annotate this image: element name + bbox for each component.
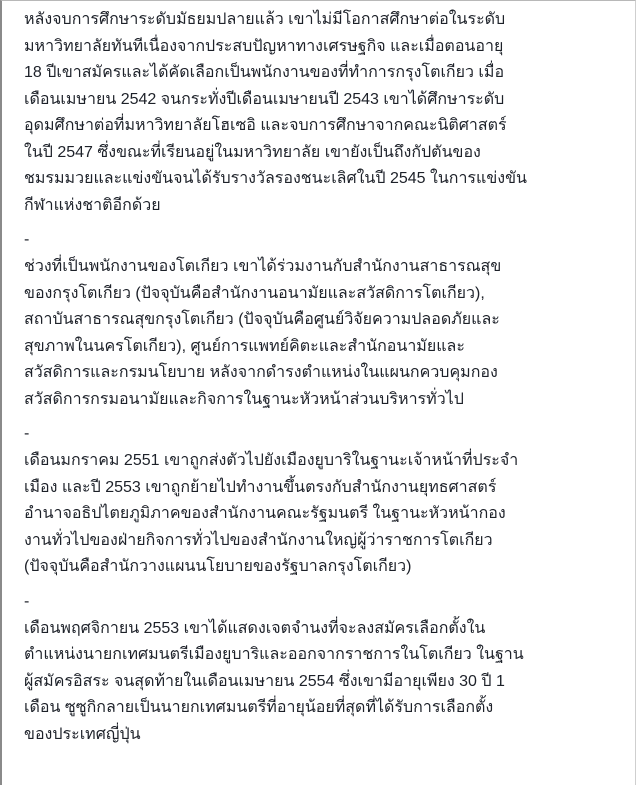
paragraph-separator: - bbox=[24, 231, 30, 248]
paragraph-3 bbox=[24, 448, 624, 581]
text-line: เมือง และปี 2553 เขาถูกย้ายไปทำงานขึ้นตรงกับสำนักงานยุทธศาสตร์ bbox=[24, 478, 497, 496]
text-line: เดือนพฤศจิกายน 2553 เขาได้แสดงเจตจำนงที่จะลงสมัครเลือกตั้งใน bbox=[24, 619, 486, 637]
text-line: 18 ปีเขาสมัครและได้คัดเลือกเป็นพนักงานของที่ทำการกรุงโตเกียว เมื่อ bbox=[24, 64, 505, 81]
paragraph-2 bbox=[24, 254, 624, 413]
text-line: ของกรุงโตเกียว (ปัจจุบันคือสำนักงานอนามัยและสวัสดิการโตเกียว), bbox=[24, 284, 485, 302]
text-line: เดือนมกราคม 2551 เขาถูกส่งตัวไปยังเมืองยูบาริในฐานะเจ้าหน้าที่ประจำ bbox=[24, 452, 519, 469]
text-line: อุดมศึกษาต่อที่มหาวิทยาลัยโฮเซอิ และจบการศึกษาจากคณะนิติศาสตร์ bbox=[24, 117, 507, 134]
text-line: ช่วงที่เป็นพนักงานของโตเกียว เขาได้ร่วมงานกับสำนักงานสาธารณสุข bbox=[24, 258, 502, 275]
text-line: สวัสดิการกรมอนามัยและกิจการในฐานะหัวหน้าส่วนบริหารทั่วไป bbox=[24, 390, 464, 408]
text-line: เดือนเมษายน 2542 จนกระทั่งปีเดือนเมษายนปี 2543 เขาได้ศึกษาระดับ bbox=[24, 90, 505, 108]
paragraph-4 bbox=[24, 616, 624, 749]
paragraph-1 bbox=[24, 7, 624, 219]
text-line: ในปี 2547 ซึ่งขณะที่เรียนอยู่ในมหาวิทยาลัย เขายังเป็นถึงกัปตันของ bbox=[24, 143, 481, 161]
text-line: กีฬาแห่งชาติอีกด้วย bbox=[24, 196, 161, 214]
text-line: สุขภาพในนครโตเกียว), ศูนย์การแพทย์คิตะและสำนักอนามัยและ bbox=[24, 337, 465, 355]
post-body bbox=[24, 7, 624, 761]
text-line: ของประเทศญี่ปุ่น bbox=[24, 725, 141, 743]
paragraph-separator: - bbox=[24, 592, 30, 610]
text-line: เดือน ซูซูกิกลายเป็นนายกเทศมนตรีที่อายุน้อยที่สุดที่ได้รับการเลือกตั้ง bbox=[24, 699, 494, 716]
text-line: อำนาจอธิปไตยภูมิภาคของสำนักงานคณะรัฐมนตรี ในฐานะหัวหน้ากอง bbox=[24, 505, 506, 522]
text-line: มหาวิทยาลัยทันทีเนื่องจากประสบปัญหาทางเศรษฐกิจ และเมื่อตอนอายุ bbox=[24, 37, 504, 55]
paragraph-separator: - bbox=[24, 425, 30, 442]
text-line: ชมรมมวยและแข่งขันจนได้รับรางวัลรองชนะเลิศในปี 2545 ในการแข่งขัน bbox=[24, 170, 527, 187]
text-line: หลังจบการศึกษาระดับมัธยมปลายแล้ว เขาไม่มีโอกาสศึกษาต่อในระดับ bbox=[24, 11, 506, 28]
text-line: สวัสดิการและกรมนโยบาย หลังจากดำรงตำแหน่งในแผนกควบคุมกอง bbox=[24, 364, 498, 381]
text-line: สถาบันสาธารณสุขกรุงโตเกียว (ปัจจุบันคือศูนย์วิจัยความปลอดภัยและ bbox=[24, 311, 500, 328]
text-line: ผู้สมัครอิสระ จนสุดท้ายในเดือนเมษายน 2554 ซึ่งเขามีอายุเพียง 30 ปี 1 bbox=[24, 672, 505, 690]
text-line: ตำแหน่งนายกเทศมนตรีเมืองยูบาริและออกจากราชการในโตเกียว ในฐาน bbox=[24, 646, 524, 663]
text-line: (ปัจจุบันคือสำนักวางแผนนโยบายของรัฐบาลกรุงโตเกียว) bbox=[24, 558, 412, 575]
text-line: งานทั่วไปของฝ่ายกิจการทั่วไปของสำนักงานใหญ่ผู้ว่าราชการโตเกียว bbox=[24, 531, 493, 549]
